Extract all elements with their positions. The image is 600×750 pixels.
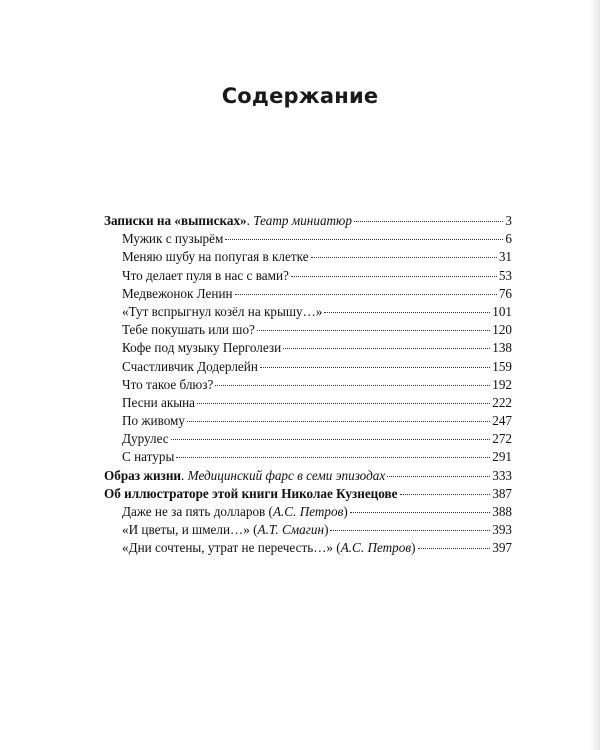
toc-title-part: А.С. Петров (272, 504, 344, 519)
toc-title-part: Медицинский фарс в семи эпизодах (187, 467, 386, 483)
toc-page-number: 159 (492, 358, 512, 374)
toc-title-part: ) (411, 540, 416, 556)
toc-title-part: Что делает пуля в нас с вами? (122, 267, 289, 283)
toc-subentry (104, 248, 512, 266)
dot-leader (225, 237, 503, 240)
dot-leader (418, 546, 491, 549)
toc-title-part: Кофе под музыку Перголези (122, 340, 282, 356)
toc-page-number: 6 (505, 231, 512, 247)
toc-entry-title (122, 321, 255, 339)
toc-entry-title (122, 303, 322, 321)
dot-leader (324, 310, 490, 313)
toc-title-part: Записки на «выписках» (104, 213, 247, 228)
toc-page-number: 138 (492, 340, 512, 356)
toc-title-part: А.Т. Смагин (257, 522, 325, 538)
toc-entry-title (104, 485, 398, 503)
toc-subentry (104, 539, 512, 557)
toc-subentry (104, 230, 512, 248)
toc-entry-title (122, 448, 174, 466)
toc-title-part: По живому (122, 413, 186, 429)
toc-entry-title (122, 339, 281, 357)
dot-leader (400, 492, 491, 495)
toc-title-part: Об иллюстраторе этой книги Николае Кузнецове (104, 485, 398, 501)
toc-page-number: 53 (498, 267, 512, 283)
dot-leader (235, 292, 497, 295)
toc-page-number: 387 (492, 485, 512, 501)
toc-subentry (104, 267, 512, 285)
toc-page-number: 397 (492, 540, 512, 556)
toc-entry-title (104, 467, 385, 485)
toc-entry-title (122, 376, 213, 394)
toc-entry-title (122, 267, 289, 285)
toc-title-part: ) (324, 522, 329, 538)
toc-title-part: Дурулес (122, 431, 169, 447)
toc-entry-title (122, 230, 223, 248)
toc-subentry (104, 285, 512, 303)
page-edge-shadow (590, 0, 600, 750)
toc-entry-title (122, 430, 169, 448)
toc-subentry (104, 394, 512, 412)
toc-entry-title (122, 394, 195, 412)
toc-page-number: 3 (505, 213, 512, 228)
toc-subentry (104, 339, 512, 357)
toc-subentry (104, 503, 512, 521)
toc-title-part: С натуры (122, 449, 175, 465)
toc-title-part: Счастливчик Додерлейн (122, 358, 258, 374)
toc-title-part: Что такое блюз? (122, 376, 214, 392)
toc-title-part: «Дни сочтены, утрат не перечесть…» ( (122, 540, 341, 556)
toc-title-part: Песни акына (122, 394, 196, 410)
toc-entry-title (122, 503, 348, 521)
toc-subentry (104, 412, 512, 430)
toc-page-number: 247 (492, 413, 512, 429)
dot-leader (311, 255, 497, 258)
toc-title-part: Театр миниатюр (253, 213, 352, 228)
page-title: Содержание (221, 84, 379, 109)
toc-page-number: 333 (492, 467, 512, 483)
toc-title-part: Даже не за пять долларов ( (122, 504, 273, 519)
dot-leader (187, 419, 490, 422)
dot-leader (354, 219, 503, 222)
toc-page-number: 388 (492, 504, 512, 519)
toc-page-number: 222 (492, 394, 512, 410)
toc-title-part: Тебе покушать или шо? (122, 322, 255, 338)
toc-entry-title (104, 212, 352, 230)
toc-page-number: 291 (492, 449, 512, 465)
toc-page-number: 120 (492, 322, 512, 338)
dot-leader (291, 274, 497, 277)
toc-entry-title (122, 539, 416, 557)
dot-leader (215, 383, 490, 386)
toc-entry-title (122, 248, 309, 266)
dot-leader (171, 437, 491, 440)
toc-title-part: Медвежонок Ленин (122, 285, 233, 301)
toc-subentry (104, 303, 512, 321)
toc-subentry (104, 358, 512, 376)
dot-leader (176, 455, 490, 458)
toc-title-part: «Тут вспрыгнул козёл на крышу…» (122, 303, 323, 319)
toc-section-entry (104, 212, 512, 230)
toc-subentry (104, 521, 512, 539)
dot-leader (387, 474, 490, 477)
table-of-contents (104, 212, 512, 558)
toc-title-part: ) (343, 504, 348, 519)
toc-page-number: 272 (492, 431, 512, 447)
dot-leader (257, 328, 490, 331)
toc-title-part: Мужик с пузырём (122, 231, 224, 247)
toc-entry-title (122, 412, 185, 430)
toc-title-part: . (246, 213, 254, 228)
toc-entry-title (122, 521, 328, 539)
dot-leader (350, 510, 490, 513)
toc-subentry (104, 448, 512, 466)
dot-leader (197, 401, 490, 404)
toc-title-part: Образ жизни (104, 467, 182, 483)
toc-page-number: 101 (492, 303, 512, 319)
toc-page-number: 76 (498, 285, 512, 301)
toc-page-number: 192 (492, 376, 512, 392)
dot-leader (330, 528, 490, 531)
dot-leader (260, 365, 490, 368)
toc-subentry (104, 321, 512, 339)
toc-title-part: «И цветы, и шмели…» ( (122, 522, 258, 538)
toc-entry-title (122, 285, 233, 303)
toc-subentry (104, 376, 512, 394)
dot-leader (283, 346, 490, 349)
toc-entry-title (122, 358, 258, 376)
toc-section-entry (104, 485, 512, 503)
toc-section-entry (104, 467, 512, 485)
toc-title-part: А.С. Петров (340, 540, 412, 556)
toc-title-part: Меняю шубу на попугая в клетке (122, 249, 309, 265)
toc-page-number: 31 (498, 249, 512, 265)
toc-title-part: . (181, 467, 188, 483)
toc-subentry (104, 430, 512, 448)
toc-page-number: 393 (492, 522, 512, 538)
